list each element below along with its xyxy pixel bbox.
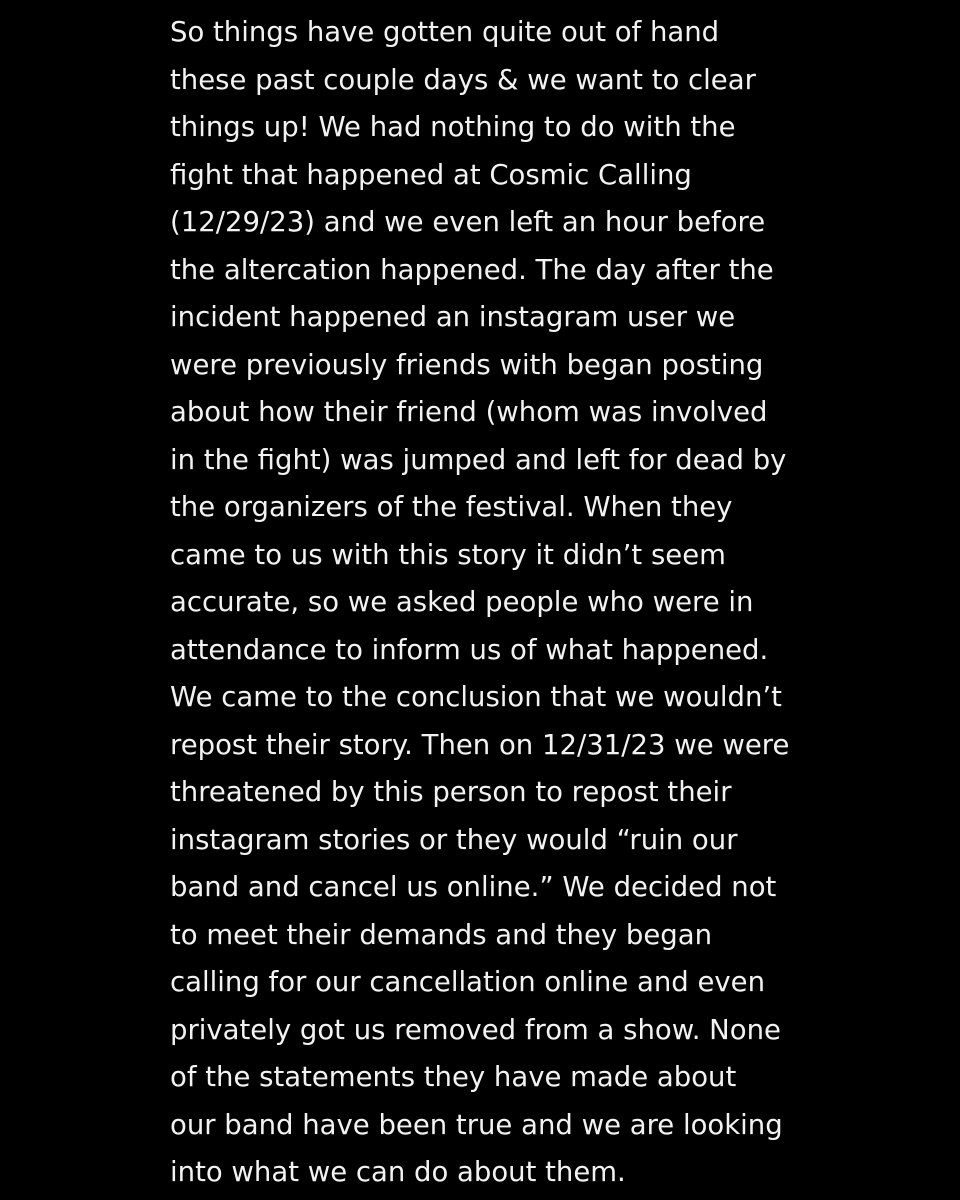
note-line: things up! We had nothing to do with the — [170, 111, 736, 143]
note-line: into what we can do about them. — [170, 1156, 626, 1188]
note-line: fight that happened at Cosmic Calling — [170, 158, 692, 191]
note-line: threatened by this person to repost their — [170, 776, 732, 808]
note-line: of the statements they have made about — [170, 1061, 737, 1093]
note-line: privately got us removed from a show. None — [170, 1013, 781, 1046]
note-line: to meet their demands and they began — [170, 918, 713, 951]
note-line: these past couple days & we want to clear — [170, 63, 756, 96]
note-line: We came to the conclusion that we wouldn’t — [170, 681, 782, 713]
note-text-body[interactable] — [170, 9, 950, 1197]
note-line: repost their story. Then on 12/31/23 we were — [170, 728, 790, 761]
note-line: the organizers of the festival. When they — [170, 491, 733, 523]
note-line: accurate, so we asked people who were in — [170, 586, 754, 618]
note-line: instagram stories or they would “ruin our — [170, 823, 738, 856]
note-line: were previously friends with began posting — [170, 348, 764, 381]
note-line: our band have been true and we are looking — [170, 1108, 783, 1141]
note-line: incident happened an instagram user we — [170, 301, 736, 333]
note-line: calling for our cancellation online and even — [170, 966, 766, 998]
note-line: the altercation happened. The day after the — [170, 253, 774, 286]
note-line: in the fight) was jumped and left for dead by — [170, 443, 787, 476]
note-line: So things have gotten quite out of hand — [170, 16, 720, 48]
note-line: band and cancel us online.” We decided not — [170, 871, 777, 903]
note-line: came to us with this story it didn’t seem — [170, 538, 726, 571]
note-line: about how their friend (whom was involved — [170, 396, 768, 428]
note-line: (12/29/23) and we even left an hour before — [170, 206, 766, 238]
note-line: attendance to inform us of what happened. — [170, 633, 769, 666]
